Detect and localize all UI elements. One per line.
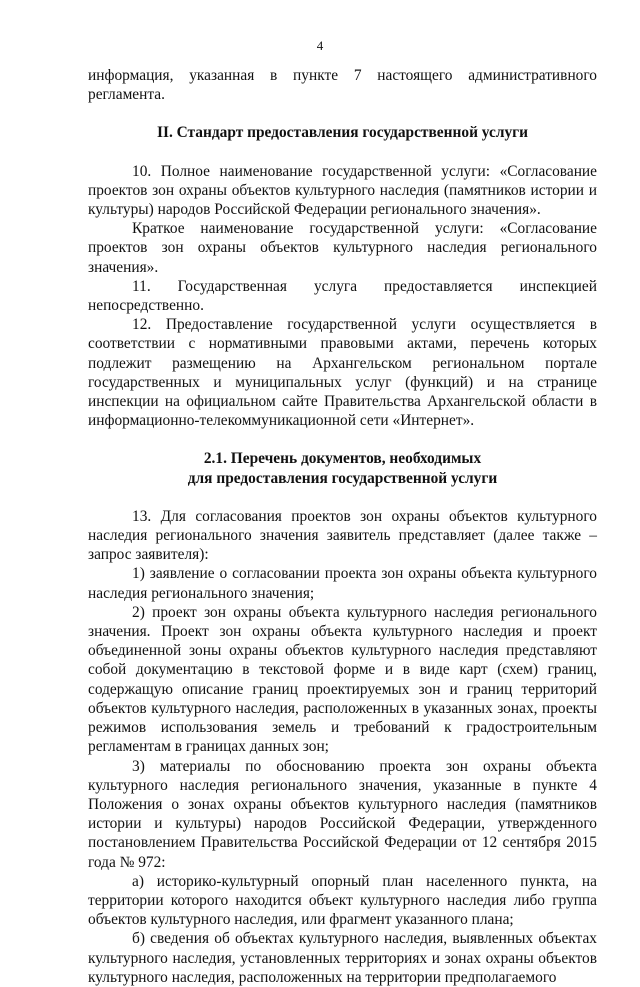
list-item-3a: а) историко-культурный опорный план населенного пункта, на территории которого находится объект культурного наследия либо группа объектов культурного наследия, или фрагмент указанного плана; — [88, 872, 597, 929]
list-item-1: 1) заявление о согласовании проекта зон охраны объекта культурного наследия регионального значения; — [88, 565, 597, 602]
paragraph-12: 12. Предоставление государственной услуги осуществляется в соответствии с нормативными правовыми актами, перечень которых подлежит размещению на Архангельском региональном портале государственных и муниципальных услуг (функций) и на странице инспекции на официальном сайте Правительства Архангельской области в информационно-телекоммуникационной сети «Интернет». — [88, 316, 597, 430]
subsection-heading-line2: для предоставления государственной услуги — [187, 469, 498, 487]
paragraph-13: 13. Для согласования проектов зон охраны объектов культурного наследия регионального значения заявитель представляет (далее также – запрос заявителя): — [88, 507, 597, 564]
subsection-heading-line1: 2.1. Перечень документов, необходимых — [203, 450, 482, 468]
lead-paragraph: информация, указанная в пункте 7 настоящего административного регламента. — [88, 67, 597, 104]
page-number: 4 — [316, 38, 324, 53]
document-body — [88, 66, 597, 987]
paragraph-10: 10. Полное наименование государственной услуги: «Согласование проектов зон охраны объектов культурного наследия (памятников истории и культуры) народов Российской Федерации регионального значения». — [88, 162, 597, 219]
paragraph-11: 11. Государственная услуга предоставляется инспекцией непосредственно. — [88, 277, 597, 315]
list-item-2: 2) проект зон охраны объекта культурного наследия регионального значения. Проект зон охраны объекта культурного наследия и проект объединенной зоны охраны объектов культурного наследия представляют собой документацию в текстовой форме и в виде карт (схем) границ, содержащую описание границ проектируемых зон и границ территорий объектов культурного наследия, расположенных в указанных зонах, проекты режимов использования земель и требований к градостроительным регламентам в границах данных зон; — [88, 603, 597, 756]
list-item-3b: б) сведения об объектах культурного наследия, выявленных объектах культурного наследия, установленных территориях и зонах охраны объектов культурного наследия, расположенных на территории предполагаемого — [88, 930, 597, 986]
list-item-3: 3) материалы по обоснованию проекта зон охраны объекта культурного наследия регионального значения, указанные в пункте 4 Положения о зонах охраны объектов культурного наследия (памятников истории и культуры) народов Российской Федерации, утвержденного постановлением Правительства Российской Федерации от 12 сентября 2015 года № 972: — [88, 757, 597, 871]
section-heading: II. Стандарт предоставления государственной услуги — [156, 124, 529, 142]
paragraph-short-name: Краткое наименование государственной услуги: «Согласование проектов зон охраны объектов культурного наследия регионального значения». — [88, 220, 597, 276]
